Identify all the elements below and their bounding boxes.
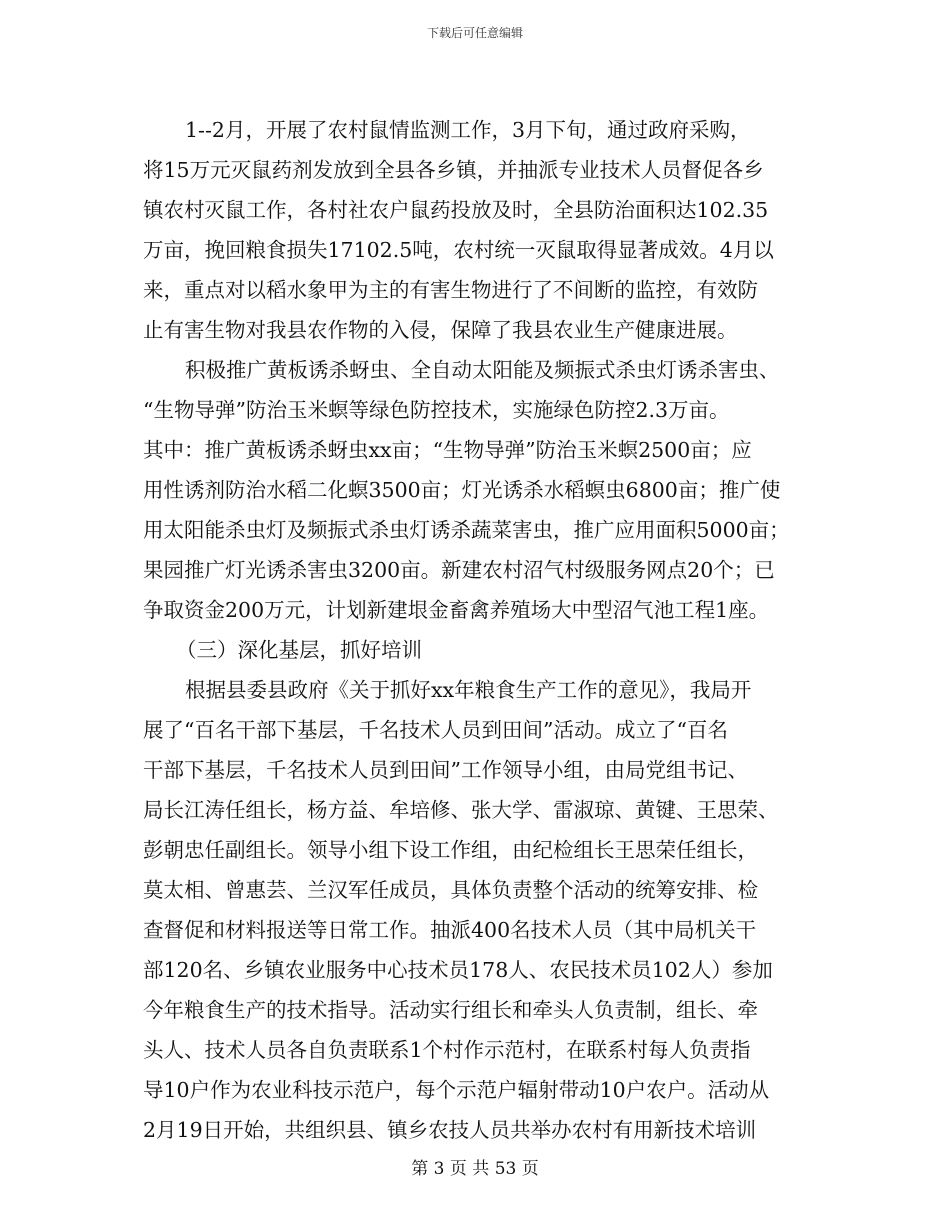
text-line: 止有害生物对我县农作物的入侵，保障了我县农业生产健康进展。 [143,318,738,342]
section-heading: （三）深化基层，抓好培训 [176,638,422,662]
text-line: 来，重点对以稻水象甲为主的有害生物进行了不间断的监控，有效防 [143,278,758,302]
text-line: 莫太相、曾惠芸、兰汉军任成员，具体负责整个活动的统筹安排、检 [143,878,758,902]
text-line: 2月19日开始，共组织县、镇乡农技人员共举办农村有用新技术培训 [143,1118,757,1142]
page-header: 下载后可任意编辑 [426,26,523,40]
text-line: 根据县委县政府《关于抓好xx年粮食生产工作的意见》，我局开 [185,678,752,702]
text-line: 彭朝忠任副组长。领导小组下设工作组，由纪检组长王思荣任组长， [143,838,758,862]
text-line: 今年粮食生产的技术指导。活动实行组长和牵头人负责制，组长、牵 [143,998,758,1022]
text-line: 用太阳能杀虫灯及频振式杀虫灯诱杀蔬菜害虫，推广应用面积5000亩； [143,518,790,542]
text-line: 干部下基层，千名技术人员到田间”工作领导小组，由局党组书记、 [143,758,748,782]
text-line: 局长江涛任组长，杨方益、牟培修、张大学、雷淑琼、黄键、王思荣、 [143,798,779,822]
text-line: 头人、技术人员各自负责联系1个村作示范村，在联系村每人负责指 [143,1038,751,1062]
text-line: 万亩，挽回粮食损失17102.5吨，农村统一灭鼠取得显著成效。4月以 [143,238,774,262]
text-line: 积极推广黄板诱杀蚜虫、全自动太阳能及频振式杀虫灯诱杀害虫、 [185,358,780,382]
text-line: 其中：推广黄板诱杀蚜虫xx亩；“生物导弹”防治玉米螟2500亩；应 [143,438,752,462]
text-line: 查督促和材料报送等日常工作。抽派400名技术人员（其中局机关干 [143,918,757,942]
text-line: 部120名、乡镇农业服务中心技术员178人、农民技术员102人）参加 [143,958,773,982]
text-line: 1--2月，开展了农村鼠情监测工作，3月下旬，通过政府采购， [185,118,751,142]
text-line: “生物导弹”防治玉米螟等绿色防控技术，实施绿色防控2.3万亩。 [143,398,730,422]
text-line: 导10户作为农业科技示范户，每个示范户辐射带动10户农户。活动从 [143,1078,770,1102]
text-line: 将15万元灭鼠药剂发放到全县各乡镇，并抽派专业技术人员督促各乡 [143,158,764,182]
text-line: 争取资金200万元，计划新建垠金畜禽养殖场大中型沼气池工程1座。 [143,598,770,622]
text-line: 镇农村灭鼠工作，各村社农户鼠药投放及时，全县防治面积达102.35 [143,198,769,222]
document-body [143,110,818,1150]
text-line: 展了“百名干部下基层，千名技术人员到田间”活动。成立了“百名 [143,718,728,742]
page-number: 第 3 页 共 53 页 [411,1159,539,1179]
text-line: 用性诱剂防治水稻二化螟3500亩；灯光诱杀水稻螟虫6800亩；推广使 [143,478,781,502]
text-line: 果园推广灯光诱杀害虫3200亩。新建农村沼气村级服务网点20个；已 [143,558,775,582]
